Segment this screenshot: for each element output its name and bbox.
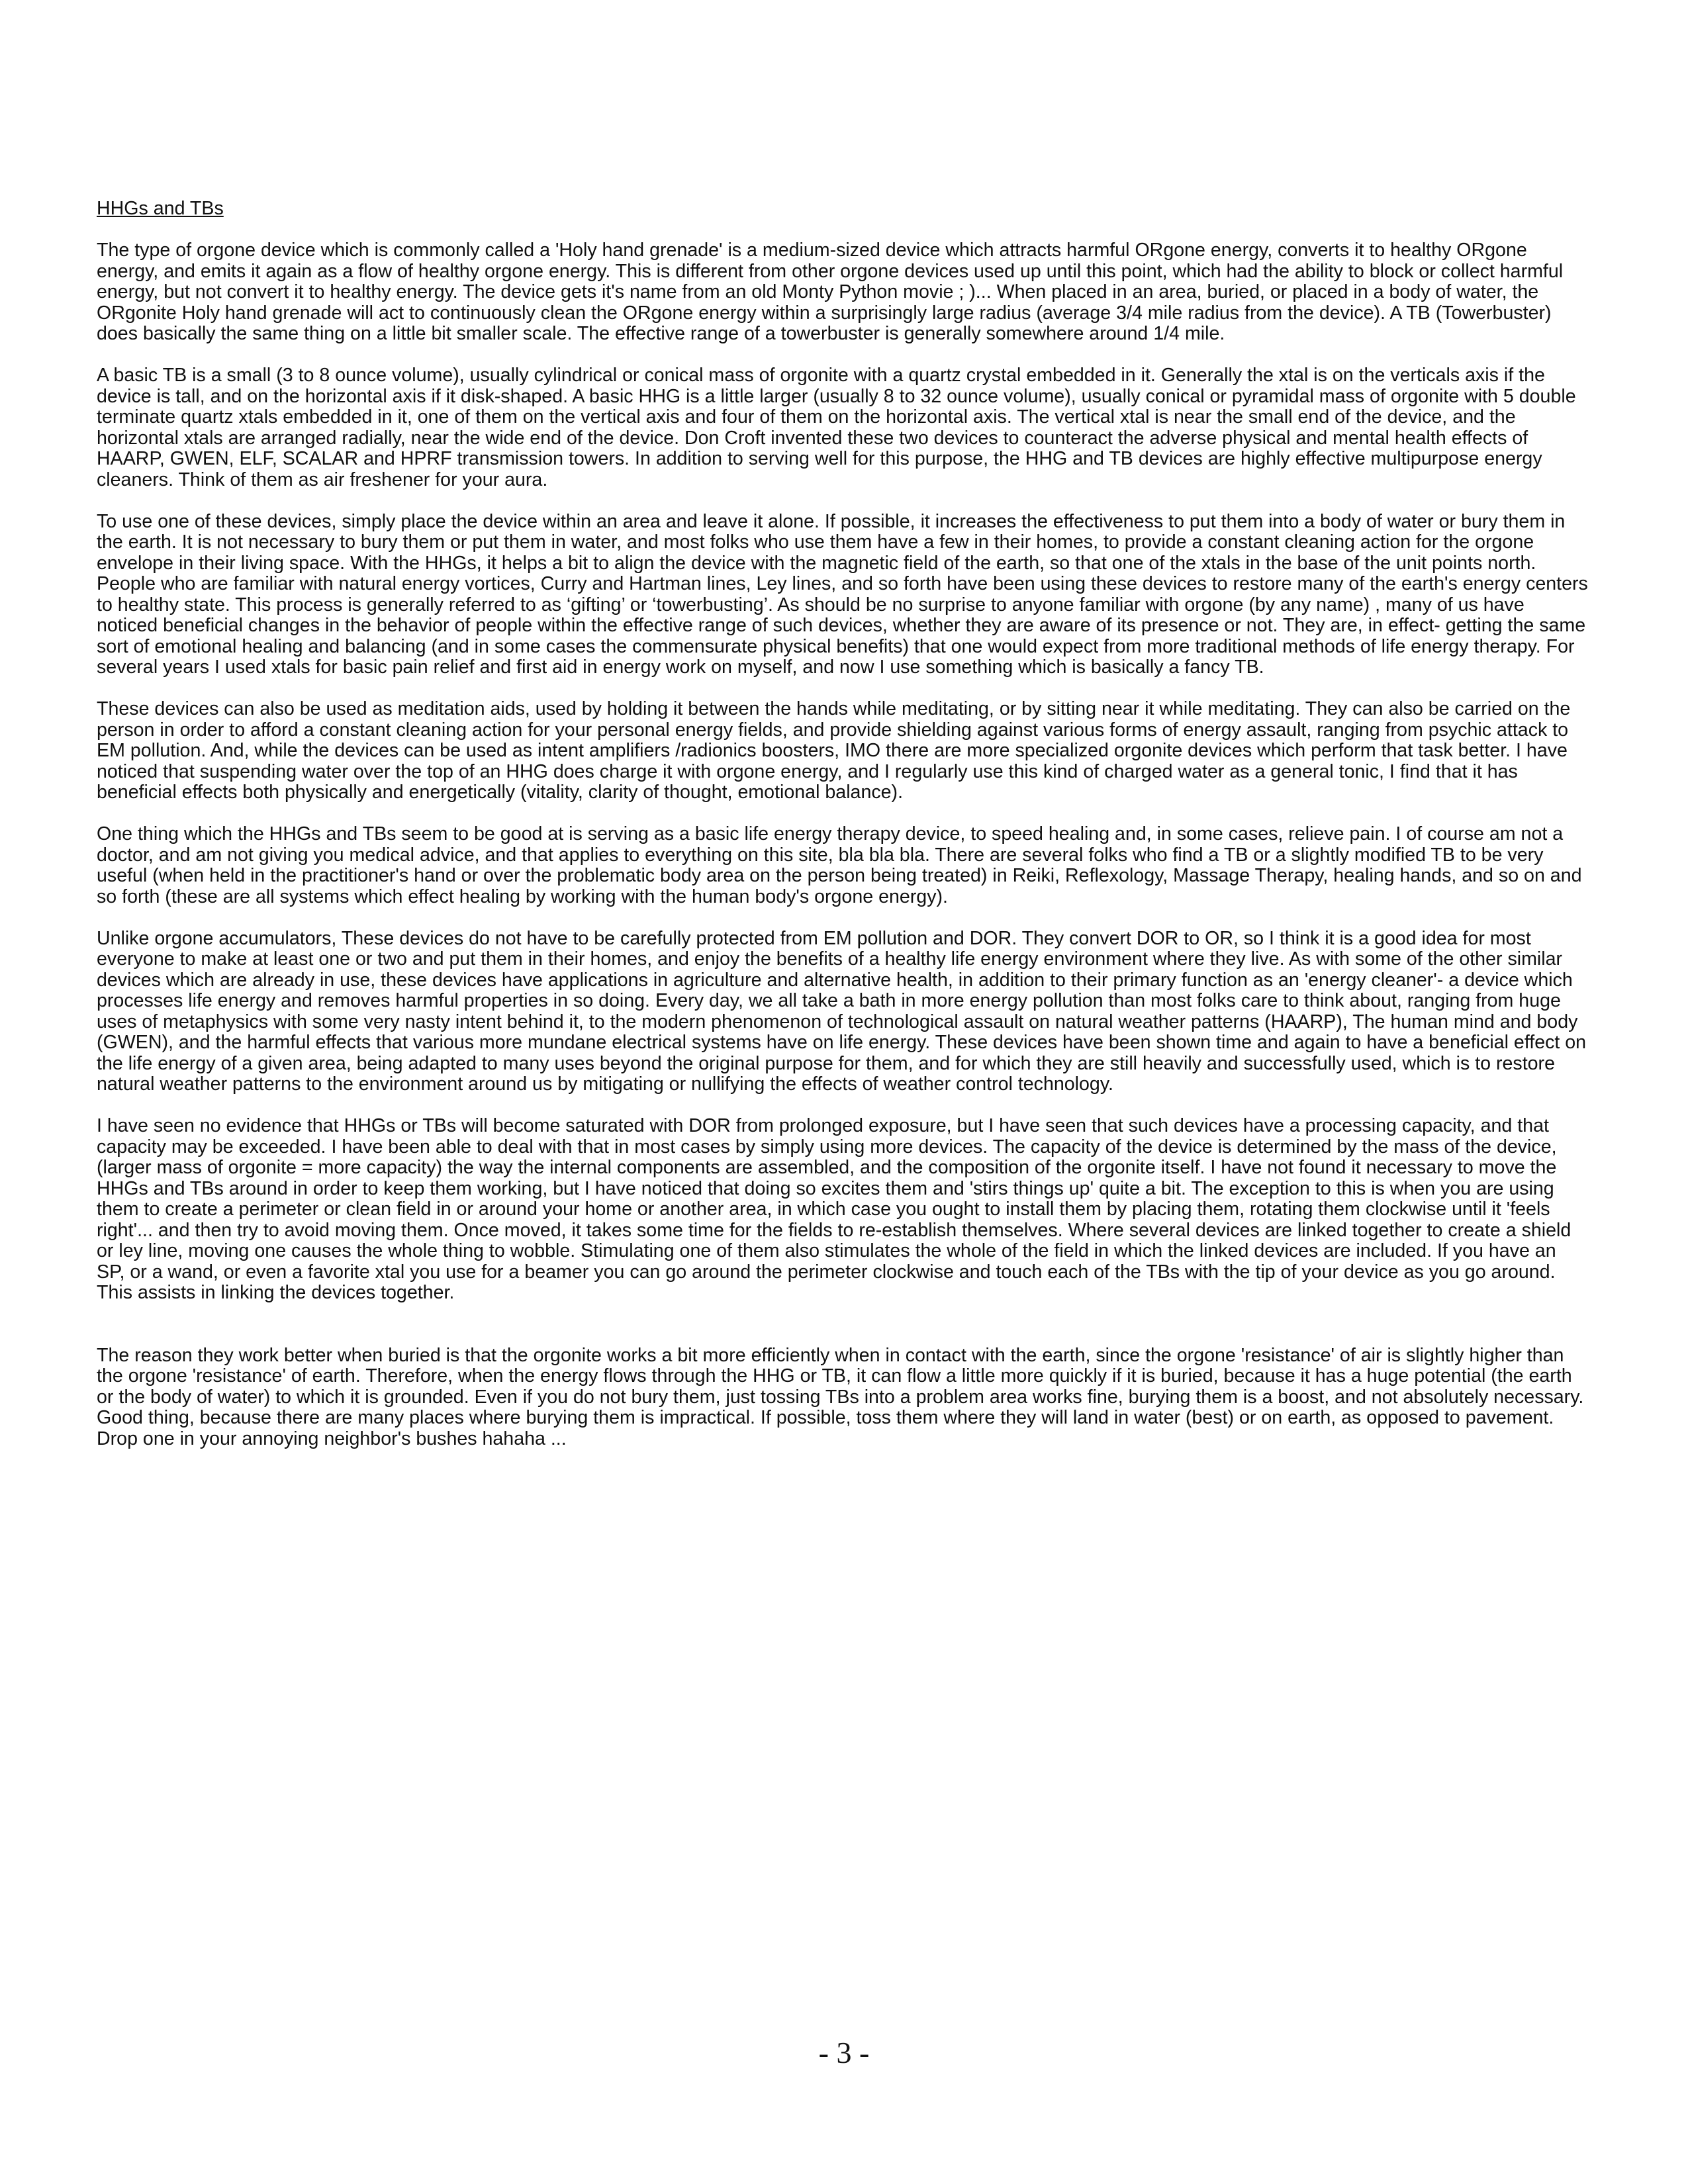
paragraph-2: A basic TB is a small (3 to 8 ounce volume), usually cylindrical or conical mass of orgonite with a quartz crystal embedded in it. Generally the xtal is on the verticals axis if the device is tall, and on the horizontal axis if it disk-shaped. A basic HHG is a little larger (usually 8 to 32 ounce volume), usually conical or pyramidal mass of orgonite with 5 double terminate quartz xtals embedded in it, one of them on the vertical axis and four of them on the horizontal axis. The vertical xtal is near the small end of the device, and the horizontal xtals are arranged radially, near the wide end of the device. Don Croft invented these two devices to counteract the adverse physical and mental health effects of HAARP, GWEN, ELF, SCALAR and HPRF transmission towers. In addition to serving well for this purpose, the HHG and TB devices are highly effective multipurpose energy cleaners. Think of them as air freshener for your aura. [97,365,1576,490]
paragraph-1: The type of orgone device which is commonly called a 'Holy hand grenade' is a medium-sized device which attracts harmful ORgone energy, converts it to healthy ORgone energy, and emits it again as a flow of healthy orgone energy. This is different from other orgone devices used up until this point, which had the ability to block or collect harmful energy, but not convert it to healthy energy. The device gets it's name from an old Monty Python movie ; )... When placed in an area, buried, or placed in a body of water, the ORgonite Holy hand grenade will act to continuously clean the ORgone energy within a surprisingly large radius (average 3/4 mile radius from the device). A TB (Towerbuster) does basically the same thing on a little bit smaller scale. The effective range of a towerbuster is generally somewhere around 1/4 mile. [97,240,1564,344]
paragraph-5: One thing which the HHGs and TBs seem to be good at is serving as a basic life energy therapy device, to speed healing and, in some cases, relieve pain. I of course am not a doctor, and am not giving you medical advice, and that applies to everything on this site, bla bla bla. There are several folks who find a TB or a slightly modified TB to be very useful (when held in the practitioner's hand or over the problematic body area on the person being treated) in Reiki, Reflexology, Massage Therapy, healing hands, and so on and so forth (these are all systems which effect healing by working with the human body's orgone energy). [97,823,1582,907]
section-heading: HHGs and TBs [97,198,224,219]
paragraph-7: I have seen no evidence that HHGs or TBs will become saturated with DOR from prolonged exposure, but I have seen that such devices have a processing capacity, and that capacity may be exceeded. I have been able to deal with that in most cases by simply using more devices. The capacity of the device is determined by the mass of the device, (larger mass of orgonite = more capacity) the way the internal components are assembled, and the composition of the orgonite itself. I have not found it necessary to move the HHGs and TBs around in order to keep them working, but I have noticed that doing so excites them and 'stirs things up' quite a bit. The exception to this is when you are using them to create a perimeter or clean field in or around your home or another area, in which case you ought to install them by placing them, rotating them clockwise until it 'feels right'... and then try to avoid moving them. Once moved, it takes some time for the fields to re-establish themselves. Where several devices are linked together to create a shield or ley line, moving one causes the whole thing to wobble. Stimulating one of them also stimulates the whole of the field in which the linked devices are included. If you have an SP, or a wand, or even a favorite xtal you use for a beamer you can go around the perimeter clockwise and touch each of the TBs with the tip of your device as you go around. This assists in linking the devices together. [97,1115,1571,1303]
paragraph-4: These devices can also be used as meditation aids, used by holding it between the hands while meditating, or by sitting near it while meditating. They can also be carried on the person in order to afford a constant cleaning action for your personal energy fields, and provide shielding against various forms of energy assault, ranging from psychic attack to EM pollution. And, while the devices can be used as intent amplifiers /radionics boosters, IMO there are more specialized orgonite devices which perform that task better. I have noticed that suspending water over the top of an HHG does charge it with orgone energy, and I regularly use this kind of charged water as a general tonic, I find that it has beneficial effects both physically and energetically (vitality, clarity of thought, emotional balance). [97,698,1571,803]
paragraph-6: Unlike orgone accumulators, These devices do not have to be carefully protected from EM pollution and DOR. They convert DOR to OR, so I think it is a good idea for most everyone to make at least one or two and put them in their homes, and enjoy the benefits of a healthy life energy environment where they live. As with some of the other similar devices which are already in use, these devices have applications in agriculture and alternative health, in addition to their primary function as an 'energy cleaner'- a device which processes life energy and removes harmful properties in so doing. Every day, we all take a bath in more energy pollution than most folks care to think about, ranging from huge uses of metaphysics with some very nasty intent behind it, to the modern phenomenon of technological assault on natural weather patterns (HAARP), The human mind and body (GWEN), and the harmful effects that various more mundane electrical systems have on life energy. These devices have been shown time and again to have a beneficial effect on the life energy of a given area, being adapted to many uses beyond the original purpose for them, and for which they are still heavily and successfully used, which is to restore natural weather patterns to the environment around us by mitigating or nullifying the effects of weather control technology. [97,927,1587,1095]
paragraph-8: The reason they work better when buried is that the orgonite works a bit more efficiently when in contact with the earth, since the orgone 'resistance' of air is slightly higher than the orgone 'resistance' of earth. Therefore, when the energy flows through the HHG or TB, it can flow a little more quickly if it is buried, because it has a huge potential (the earth or the body of water) to which it is grounded. Even if you do not bury them, just tossing TBs into a problem area works fine, burying them is a boost, and not absolutely necessary. Good thing, because there are many places where burying them is impractical. If possible, toss them where they will land in water (best) or on earth, as opposed to pavement. Drop one in your annoying neighbor's bushes hahaha ... [97,1344,1584,1449]
paragraph-3: To use one of these devices, simply place the device within an area and leave it alone. If possible, it increases the effectiveness to put them into a body of water or bury them in the earth. It is not necessary to bury them or put them in water, and most folks who use them have a few in their homes, to provide a constant cleaning action for the orgone envelope in their living space. With the HHGs, it helps a bit to align the device with the magnetic field of the earth, so that one of the xtals in the base of the unit points north. People who are familiar with natural energy vortices, Curry and Hartman lines, Ley lines, and so forth have been using these devices to restore many of the earth's energy centers to healthy state. This process is generally referred to as ‘gifting’ or ‘towerbusting’. As should be no surprise to anyone familiar with orgone (by any name) , many of us have noticed beneficial changes in the behavior of people within the effective range of such devices, whether they are aware of its presence or not. They are, in effect- getting the same sort of emotional healing and balancing (and in some cases the commensurate physical benefits) that one would expect from more traditional methods of life energy therapy. For several years I used xtals for basic pain relief and first aid in energy work on myself, and now I use something which is basically a fancy TB. [97,510,1588,678]
document-body [97,199,1589,1471]
page-number: - 3 - [818,2036,870,2070]
